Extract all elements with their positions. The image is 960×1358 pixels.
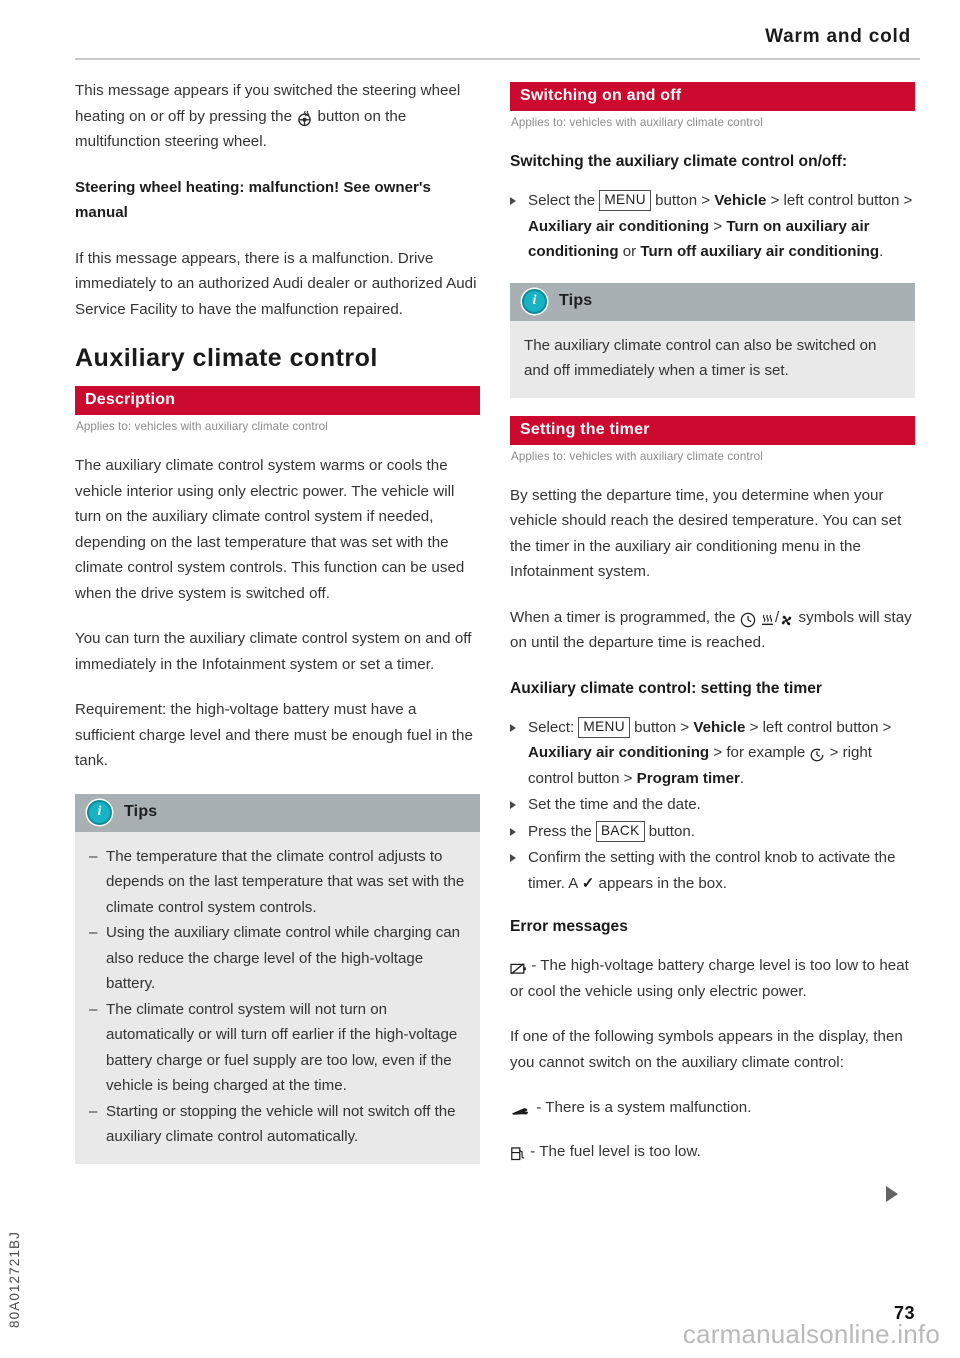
- step-after-key: button >: [629, 718, 694, 736]
- step-mid-3: > right control button >: [528, 744, 872, 787]
- right-column: [510, 78, 915, 1182]
- malfunction-paragraph: If this message appears, there is a malfunction. Drive immediately to an authorized Audi dealer or authorized Audi Service Facility to have the malfunction repaired.: [75, 249, 477, 318]
- section-bar-switching: Switching on and off: [510, 82, 915, 111]
- error-intro-paragraph: If one of the following symbols appears in the display, then you cannot switch on the auxiliary climate control:: [510, 1028, 903, 1071]
- tip-text: Using the auxiliary climate control while charging can also reduce the charge level of the high-voltage battery.: [106, 924, 461, 992]
- heating-coil-icon: [760, 613, 775, 628]
- page-header: [75, 26, 920, 66]
- step-after-key: button >: [650, 192, 715, 209]
- setting-timer-steps: [510, 715, 915, 897]
- intro-paragraph: [75, 78, 480, 155]
- info-icon: i: [522, 289, 547, 314]
- tip-text: Starting or stopping the vehicle will not switch off the auxiliary climate control automatically.: [106, 1102, 456, 1145]
- step-mid-1: > left control button >: [766, 192, 913, 209]
- list-item: [89, 920, 466, 997]
- list-item: [89, 997, 466, 1099]
- menu-path-vehicle: Vehicle: [693, 718, 746, 736]
- list-item: [510, 819, 915, 845]
- step-mid-3: or: [618, 243, 641, 260]
- tips-list-left: [89, 844, 466, 1150]
- step-suffix: .: [739, 769, 745, 787]
- triangle-bullet-icon: [510, 724, 516, 732]
- list-item: [89, 844, 466, 921]
- tips-box-left: [75, 794, 480, 1164]
- switching-heading: Switching the auxiliary climate control on/off:: [510, 153, 848, 170]
- triangle-bullet-icon: [510, 828, 516, 836]
- departure-timer-icon: [809, 747, 825, 763]
- tips-box-right: [510, 283, 915, 398]
- menu-path-aux-air-conditioning: Auxiliary air conditioning: [528, 744, 710, 761]
- step-mid-2: > for example: [709, 744, 810, 761]
- list-item: [510, 792, 915, 818]
- low-battery-charge-icon: [510, 961, 527, 976]
- wrench-icon: [510, 1103, 532, 1118]
- clock-icon: [740, 612, 756, 628]
- step-prefix: Confirm the setting with the control knob to activate the timer. A: [528, 849, 896, 892]
- step-mid-2: >: [709, 217, 727, 235]
- menu-path-program-timer: Program timer: [636, 769, 740, 787]
- triangle-bullet-icon: [510, 854, 516, 862]
- tips-body-right: [510, 321, 915, 398]
- dash-marker: –: [89, 1102, 98, 1120]
- list-item: [510, 845, 915, 896]
- menu-path-turn-off: Turn off auxiliary air conditioning: [640, 243, 880, 260]
- description-paragraph-2: You can turn the auxiliary climate control system on and off immediately in the Infotainment system or set a timer.: [75, 630, 472, 673]
- tips-title-left: Tips: [124, 803, 158, 820]
- tips-header-right: [510, 283, 915, 321]
- step-prefix: Select the: [528, 192, 600, 209]
- error-message-2: [510, 1095, 915, 1121]
- fuel-pump-icon: [510, 1146, 526, 1162]
- menu-key[interactable]: MENU: [599, 190, 651, 211]
- section-bar-timer: Setting the timer: [510, 416, 915, 445]
- step-suffix: .: [879, 243, 884, 260]
- timer-text-part2: symbols will stay on until the departure time is reached.: [510, 608, 912, 651]
- dash-marker: –: [89, 1000, 98, 1018]
- timer-text-part1: When a timer is programmed, the: [510, 608, 740, 626]
- watermark: carmanualsonline.info: [682, 1319, 940, 1349]
- section-bar-description: Description: [75, 386, 480, 415]
- symbol-separator: /: [775, 608, 780, 626]
- menu-path-turn-on: Turn on auxiliary air conditioning: [528, 217, 870, 260]
- steering-wheel-heating-icon: [296, 110, 313, 127]
- step-suffix: button.: [644, 822, 695, 840]
- description-paragraph-1: The auxiliary climate control system warms or cools the vehicle interior using only electric power. The vehicle will turn on the auxiliary climate control system if needed, depending on the last temperature that was set with the climate control system controls. This function can be used when the drive system is switched off.: [75, 457, 465, 602]
- menu-key[interactable]: MENU: [578, 717, 630, 738]
- error-text-3: - The fuel level is too low.: [526, 1142, 701, 1160]
- tips-text-right: The auxiliary climate control can also be switched on and off immediately when a timer is set.: [524, 336, 877, 379]
- tips-body-left: [75, 832, 480, 1164]
- tips-title-right: Tips: [559, 292, 593, 309]
- page-number: 73: [893, 1303, 915, 1323]
- back-key[interactable]: BACK: [596, 821, 645, 842]
- step-suffix: appears in the box.: [594, 874, 727, 892]
- description-paragraph-3: Requirement: the high-voltage battery must have a sufficient charge level and there must be enough fuel in the tank.: [75, 701, 473, 769]
- timer-paragraph-2: [510, 605, 915, 656]
- triangle-bullet-icon: [510, 801, 516, 809]
- header-divider: [75, 58, 920, 60]
- intro-text-part2: button on the multifunction steering wheel.: [75, 107, 407, 150]
- list-item: [89, 1099, 466, 1150]
- error-messages-heading: Error messages: [510, 918, 628, 935]
- malfunction-heading: Steering wheel heating: malfunction! See owner's manual: [75, 178, 431, 221]
- continuation-arrow-icon: [886, 1186, 898, 1202]
- setting-timer-heading: Auxiliary climate control: setting the timer: [510, 679, 822, 697]
- page-title: Warm and cold: [765, 26, 911, 47]
- error-message-3: [510, 1139, 915, 1165]
- left-column: [75, 78, 480, 1182]
- error-text-2: - There is a system malfunction.: [532, 1099, 752, 1116]
- applies-to-timer: Applies to: vehicles with auxiliary climate control: [511, 449, 763, 463]
- triangle-bullet-icon: [510, 197, 516, 205]
- applies-to-description: Applies to: vehicles with auxiliary climate control: [76, 420, 328, 433]
- document-part-number: 80A012721BJ: [7, 1231, 22, 1328]
- step-mid-1: > left control button >: [745, 718, 892, 736]
- dash-marker: –: [89, 924, 98, 941]
- timer-paragraph-1: By setting the departure time, you determine when your vehicle should reach the desired temperature. You can set the timer in the auxiliary air conditioning menu in the Infotainment system.: [510, 486, 902, 580]
- tips-header-left: [75, 794, 480, 832]
- step-prefix: Select:: [528, 718, 579, 736]
- menu-path-vehicle: Vehicle: [714, 192, 767, 209]
- fan-icon: [779, 613, 794, 628]
- error-text-1: - The high-voltage battery charge level is too low to heat or cool the vehicle using only electric power.: [510, 957, 909, 1000]
- checkmark-icon: ✓: [581, 874, 595, 892]
- info-icon: i: [87, 800, 112, 825]
- menu-path-aux-air-conditioning: Auxiliary air conditioning: [528, 217, 710, 235]
- intro-text-part1: This message appears if you switched the steering wheel heating on or off by pressing the: [75, 82, 461, 125]
- content-columns: [75, 78, 915, 1182]
- list-item: [510, 715, 915, 792]
- tip-text: The temperature that the climate control adjusts to depends on the last temperature that was set with the climate control system controls.: [106, 847, 465, 916]
- switching-steps: [510, 188, 915, 265]
- dash-marker: –: [89, 847, 98, 865]
- list-item: [510, 188, 915, 265]
- applies-to-switching: Applies to: vehicles with auxiliary climate control: [511, 116, 763, 129]
- step-prefix: Press the: [528, 822, 596, 840]
- chapter-title: Auxiliary climate control: [75, 344, 378, 372]
- step-text: Set the time and the date.: [528, 796, 701, 813]
- tip-text: The climate control system will not turn on automatically or will turn off earlier if the high-voltage battery charge or fuel supply are too low, even if the vehicle is being charged at the time.: [106, 1000, 458, 1094]
- error-message-1: [510, 953, 915, 1004]
